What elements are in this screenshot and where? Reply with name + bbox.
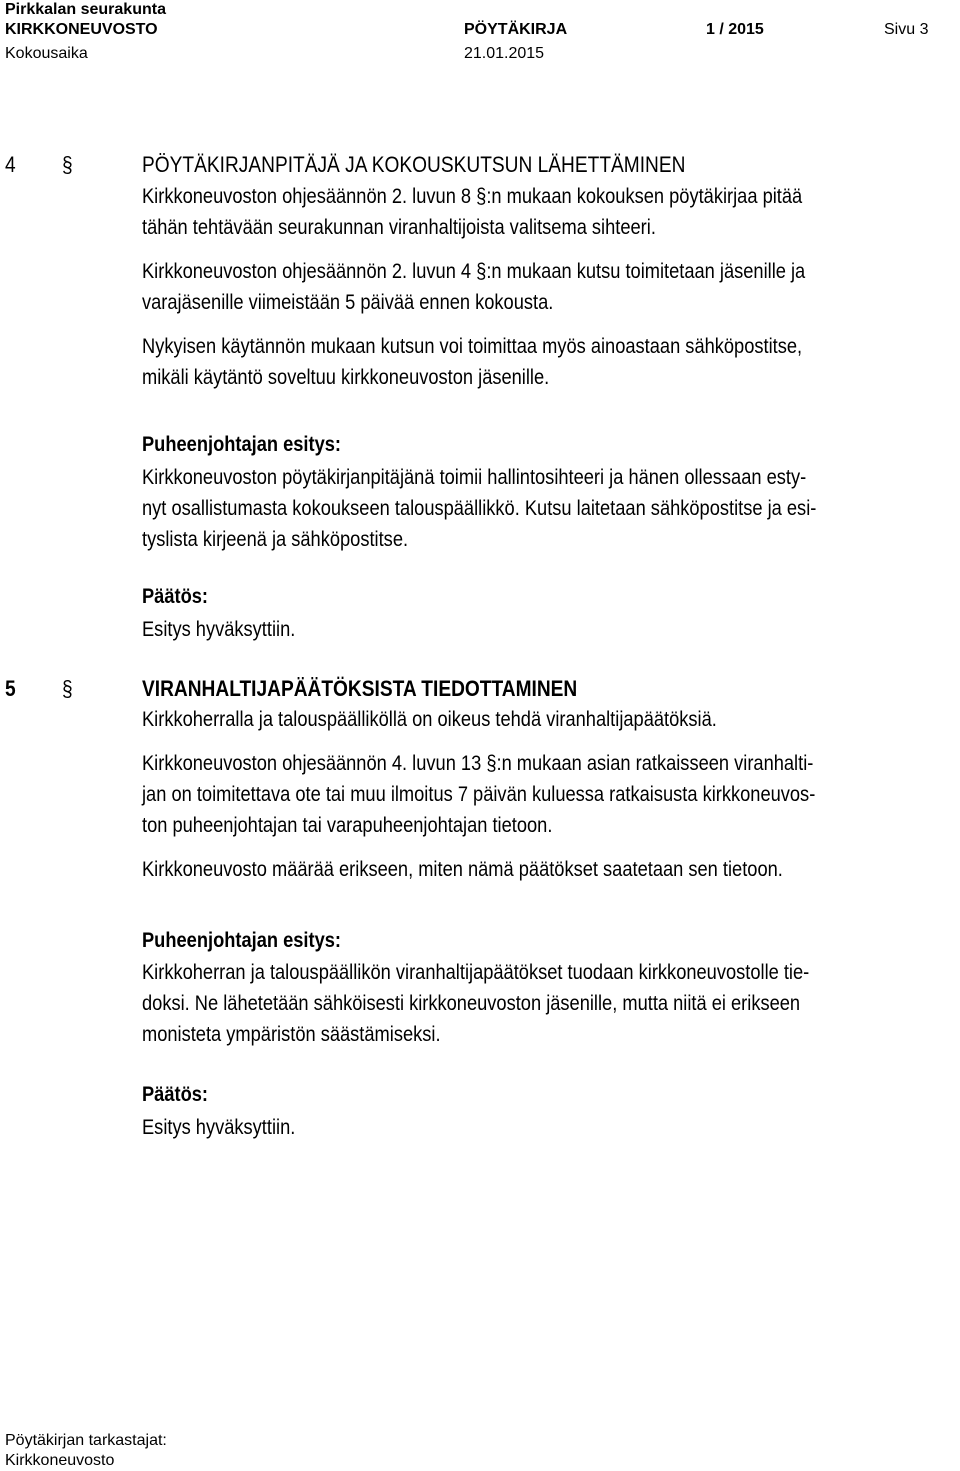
paragraph-line: Kirkkoneuvosto määrää erikseen, miten nämä päätökset saatetaan sen tietoon.: [142, 858, 783, 881]
paragraph-line: jan on toimitettava ote tai muu ilmoitus 7 päivän kuluessa ratkaisusta kirkkoneuvos-: [142, 783, 816, 806]
page-number: Sivu 3: [884, 21, 929, 38]
section-symbol: §: [62, 676, 73, 701]
section-number: 5: [5, 676, 16, 701]
proposal-label: Puheenjohtajan esitys:: [142, 929, 341, 952]
paragraph-line: tähän tehtävään seurakunnan viranhaltijoista valitsema sihteeri.: [142, 216, 656, 239]
meeting-time-label: Kokousaika: [5, 45, 88, 62]
decision-text: Esitys hyväksyttiin.: [142, 1116, 296, 1139]
body-name: KIRKKONEUVOSTO: [5, 21, 158, 38]
paragraph-line: Kirkkoneuvoston ohjesäännön 2. luvun 8 §:n mukaan kokouksen pöytäkirjaa pitää: [142, 185, 803, 208]
proposal-label: Puheenjohtajan esitys:: [142, 433, 341, 456]
section-number: 4: [5, 152, 16, 177]
proposal-line: monisteta ympäristön säästämiseksi.: [142, 1023, 441, 1046]
paragraph-line: Kirkkoneuvoston ohjesäännön 4. luvun 13 §:n mukaan asian ratkaisseen viranhalti-: [142, 752, 814, 775]
proposal-line: doksi. Ne lähetetään sähköisesti kirkkoneuvoston jäsenille, mutta niitä ei erikseen: [142, 992, 801, 1015]
paragraph-line: mikäli käytäntö soveltuu kirkkoneuvoston jäsenille.: [142, 366, 550, 389]
paragraph-line: varajäsenille viimeistään 5 päivää ennen kokousta.: [142, 291, 554, 314]
decision-text: Esitys hyväksyttiin.: [142, 618, 296, 641]
section-title: VIRANHALTIJAPÄÄTÖKSISTA TIEDOTTAMINEN: [142, 676, 578, 701]
section-title: PÖYTÄKIRJANPITÄJÄ JA KOKOUSKUTSUN LÄHETTÄMINEN: [142, 152, 686, 177]
organization-name: Pirkkalan seurakunta: [5, 1, 166, 18]
proposal-line: nyt osallistumasta kokoukseen talouspäällikkö. Kutsu laitetaan sähköpostitse ja esi-: [142, 497, 817, 520]
proposal-line: Kirkkoherran ja talouspäällikön viranhaltijapäätökset tuodaan kirkkoneuvostolle tie-: [142, 961, 810, 984]
decision-label: Päätös:: [142, 585, 208, 608]
footer-label: Pöytäkirjan tarkastajat:: [5, 1432, 167, 1449]
paragraph-line: ton puheenjohtajan tai varapuheenjohtajan tietoon.: [142, 814, 553, 837]
paragraph-line: Kirkkoneuvoston ohjesäännön 2. luvun 4 §:n mukaan kutsu toimitetaan jäsenille ja: [142, 260, 806, 283]
document-number: 1 / 2015: [706, 21, 764, 38]
paragraph-line: Nykyisen käytännön mukaan kutsun voi toimittaa myös ainoastaan sähköpostitse,: [142, 335, 803, 358]
footer-body: Kirkkoneuvosto: [5, 1452, 115, 1469]
section-symbol: §: [62, 152, 73, 177]
proposal-line: Kirkkoneuvoston pöytäkirjanpitäjänä toimii hallintosihteeri ja hänen ollessaan esty-: [142, 466, 807, 489]
paragraph-line: Kirkkoherralla ja talouspäälliköllä on oikeus tehdä viranhaltijapäätöksiä.: [142, 708, 717, 731]
document-type: PÖYTÄKIRJA: [464, 21, 568, 38]
decision-label: Päätös:: [142, 1083, 208, 1106]
proposal-line: tyslista kirjeenä ja sähköpostitse.: [142, 528, 409, 551]
meeting-date: 21.01.2015: [464, 45, 545, 62]
